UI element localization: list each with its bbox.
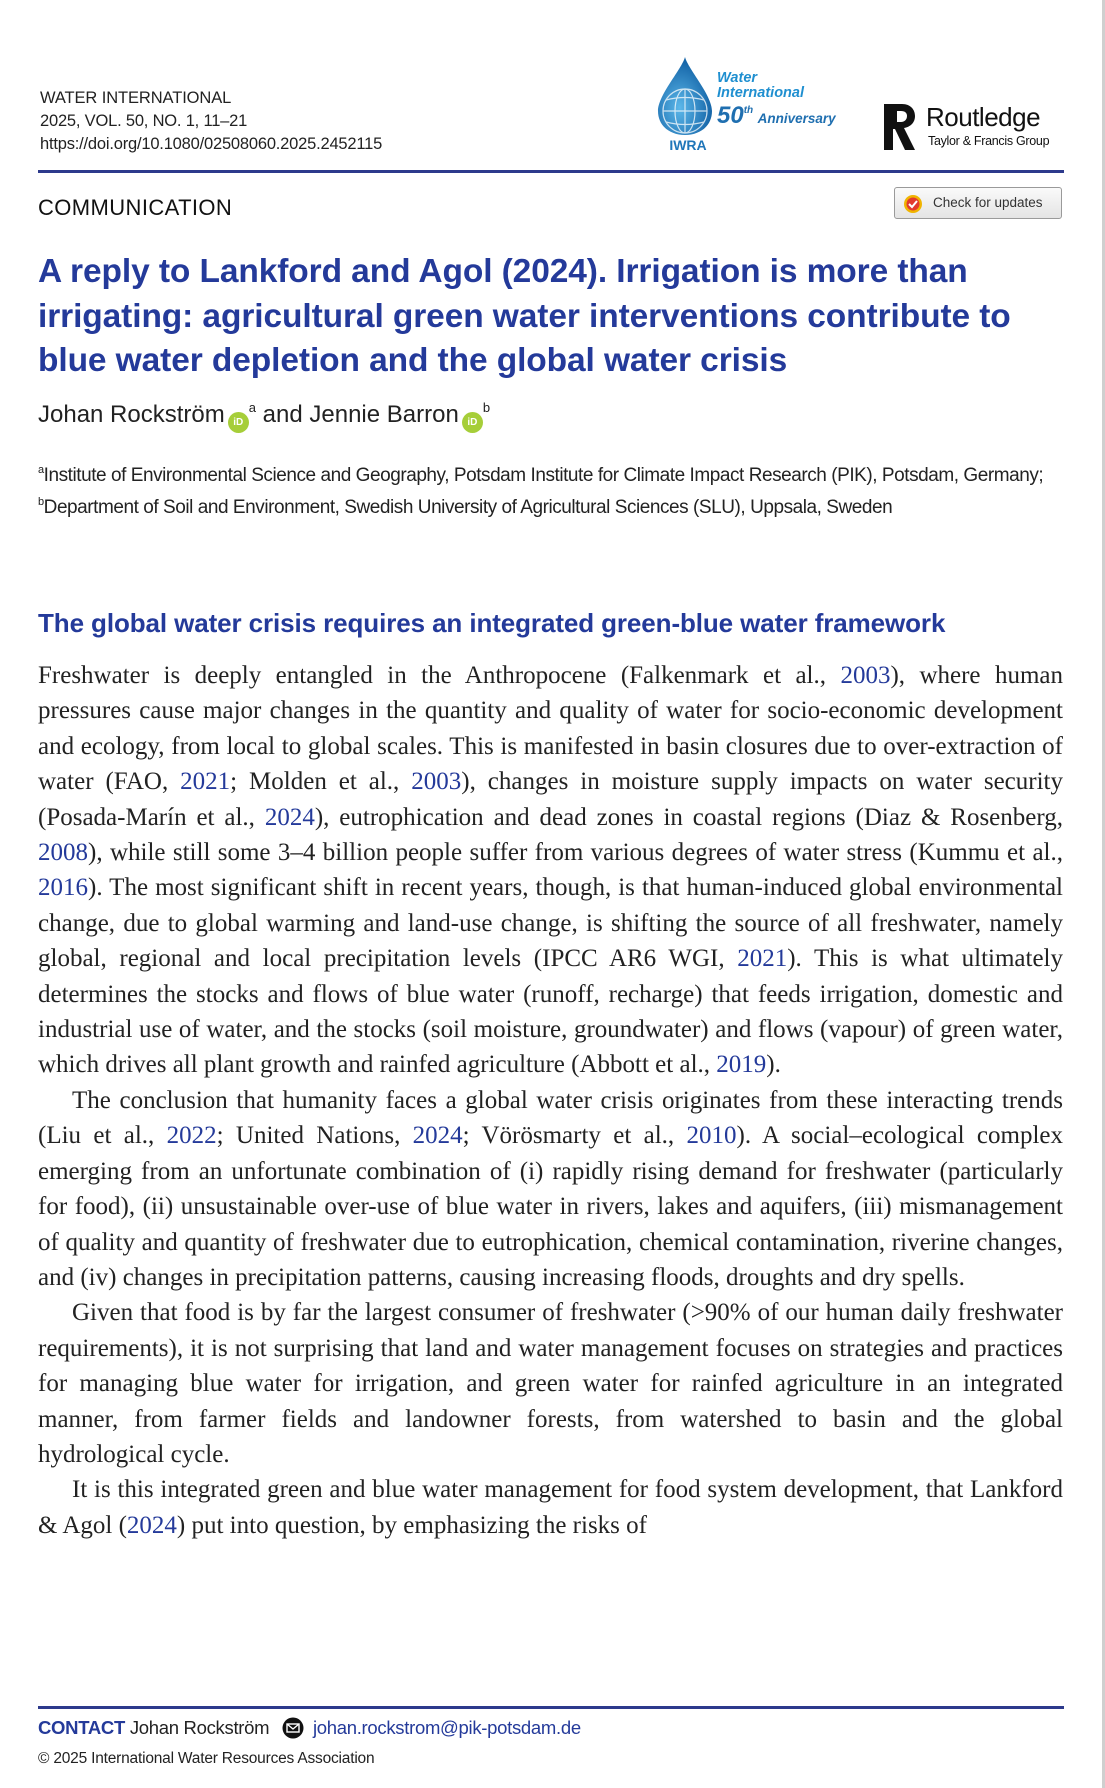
anniversary-number: 50 xyxy=(717,102,744,129)
article-title: A reply to Lankford and Agol (2024). Irrigation is more than irrigating: agricultural green water interventions contribute to blue water depletion and the global water crisis xyxy=(38,253,1011,379)
water-drop-globe-icon xyxy=(650,55,720,137)
citation-link[interactable]: 2016 xyxy=(38,874,88,902)
journal-issue: 2025, VOL. 50, NO. 1, 11–21 xyxy=(40,112,248,130)
check-updates-icon xyxy=(902,194,924,214)
contact-line xyxy=(38,1717,581,1739)
journal-doi[interactable]: https://doi.org/10.1080/02508060.2025.2452115 xyxy=(40,135,383,153)
footer-rule xyxy=(38,1706,1064,1709)
citation-link[interactable]: 2003 xyxy=(840,662,891,689)
citation-link[interactable]: 2021 xyxy=(737,945,788,973)
body-text-run: ). A social–ecological complex emerging from an unfortunate combination of (i) rapidly rising demand for freshwater (particularly for food), (ii) unsustainable over-use of blue water in rivers, lakes and aquifers, (iii) mismanagement of quality and quantity of freshwater due to eutrophication, chemical contamination, riverine changes, and (iv) changes in precipitation patterns, causing increasing floods, droughts and dry spells. xyxy=(38,1122,1063,1291)
body-text-run: ), changes in moisture supply impacts on water security (Posada-Marín et al., xyxy=(38,768,1063,831)
affil-text-b: Department of Soil and Environment, Swedish University of Agricultural Sciences (SLU), Uppsala, Sweden xyxy=(43,497,893,518)
citation-link[interactable]: 2024 xyxy=(264,803,315,831)
journal-info xyxy=(40,87,382,156)
contact-label: CONTACT xyxy=(38,1717,125,1738)
anniversary-suffix: th xyxy=(743,105,754,116)
iwra-line1: Water xyxy=(717,70,758,86)
body-text-run: ). The most significant shift in recent years, though, is that human-induced global environmental change, due to global warming and land-use change, is shifting the source of all freshwater, namely global, regional and local precipitation levels (IPCC AR6 WGI, xyxy=(38,874,1063,973)
publisher-logo xyxy=(882,98,1072,154)
check-for-updates-button[interactable] xyxy=(894,187,1062,219)
header-rule xyxy=(38,170,1064,173)
copyright-notice: © 2025 International Water Resources Association xyxy=(38,1750,375,1767)
article-type-label: COMMUNICATION xyxy=(38,195,233,220)
body-paragraph xyxy=(38,1472,1063,1543)
body-paragraph xyxy=(38,1083,1063,1295)
affil-mark-b: b xyxy=(38,496,44,508)
body-paragraph xyxy=(38,658,1063,1083)
body-text-run: ). xyxy=(766,1051,781,1079)
citation-link[interactable]: 2021 xyxy=(180,768,231,796)
email-icon xyxy=(282,1717,304,1739)
body-text-run: ), while still some 3–4 billion people suffer from various degrees of water stress (Kummu et al., xyxy=(88,839,1063,867)
author-list xyxy=(38,400,490,433)
citation-link[interactable]: 2019 xyxy=(716,1051,767,1079)
author-connector: and xyxy=(262,401,303,428)
author-name[interactable]: Jennie Barron xyxy=(309,401,459,428)
contact-email-link[interactable]: johan.rockstrom@pik-potsdam.de xyxy=(312,1717,581,1738)
routledge-r-icon xyxy=(882,102,916,152)
body-text-run: ; United Nations, xyxy=(216,1122,413,1150)
body-text-run: Freshwater is deeply entangled in the Anthropocene (Falkenmark et al., xyxy=(38,662,841,689)
citation-link[interactable]: 2024 xyxy=(412,1122,463,1150)
affil-mark-a: a xyxy=(38,464,44,476)
citation-link[interactable]: 2022 xyxy=(166,1122,217,1150)
contact-name: Johan Rockström xyxy=(129,1717,270,1738)
body-paragraph xyxy=(38,1295,1063,1472)
iwra-anniversary xyxy=(717,102,836,130)
iwra-line2: International xyxy=(717,85,805,101)
orcid-icon[interactable]: iD xyxy=(228,412,249,433)
iwra-acronym: IWRA xyxy=(669,137,707,153)
body-text-run: ). This is what ultimately determines the stocks and flows of blue water (runoff, recharge) that feeds irrigation, domestic and industrial use of water, and the stocks (soil moisture, groundwater) and flows (vapour) of green water, which drives all plant growth and rainfed agriculture (Abbott et al., xyxy=(38,945,1063,1079)
anniversary-word: Anniversary xyxy=(757,111,836,126)
affiliations xyxy=(38,457,1068,521)
body-text-run: ) put into question, by emphasizing the risks of xyxy=(176,1511,647,1539)
orcid-icon[interactable]: iD xyxy=(462,412,483,433)
publisher-group: Taylor & Francis Group xyxy=(928,134,1050,148)
article-body xyxy=(38,658,1063,1543)
body-text-run: It is this integrated green and blue water management for food system development, that Lankford & Agol ( xyxy=(38,1476,1063,1539)
affil-text-a: Institute of Environmental Science and Geography, Potsdam Institute for Climate Impact Research (PIK), Potsdam, Germany; xyxy=(43,465,1044,486)
journal-name: WATER INTERNATIONAL xyxy=(40,89,232,107)
iwra-logo xyxy=(650,55,860,155)
body-text-run: ; Vörösmarty et al., xyxy=(462,1122,687,1150)
citation-link[interactable]: 2024 xyxy=(126,1511,177,1539)
author-name[interactable]: Johan Rockström xyxy=(38,401,225,428)
body-text-run: ; Molden et al., xyxy=(230,768,412,796)
citation-link[interactable]: 2010 xyxy=(686,1122,737,1150)
author-affil-mark: b xyxy=(482,400,491,415)
body-text-run: ), eutrophication and dead zones in coastal regions (Diaz & Rosenberg, xyxy=(314,803,1064,831)
author-affil-mark: a xyxy=(248,400,256,415)
publisher-name: Routledge xyxy=(926,102,1041,132)
citation-link[interactable]: 2008 xyxy=(38,839,88,867)
body-text-run: ), where human pressures cause major changes in the quantity and quality of water for socio-economic development and ecology, from local to global scales. This is manifested in basin closures due to over-extraction of water (FAO, xyxy=(38,662,1063,796)
section-heading: The global water crisis requires an integrated green-blue water framework xyxy=(38,608,946,638)
body-text-run: The conclusion that humanity faces a global water crisis originates from these interacting trends (Liu et al., xyxy=(38,1086,1063,1150)
body-text-run: Given that food is by far the largest consumer of freshwater (>90% of our human daily freshwater requirements), it is not surprising that land and water management focuses on strategies and practices for managing blue water for irrigation, and green water for rainfed agriculture in an integrated manner, from farmer fields and landowner forests, from watershed to basin and the global hydrological cycle. xyxy=(38,1299,1063,1468)
citation-link[interactable]: 2003 xyxy=(411,768,462,796)
check-for-updates-label: Check for updates xyxy=(933,195,1043,210)
